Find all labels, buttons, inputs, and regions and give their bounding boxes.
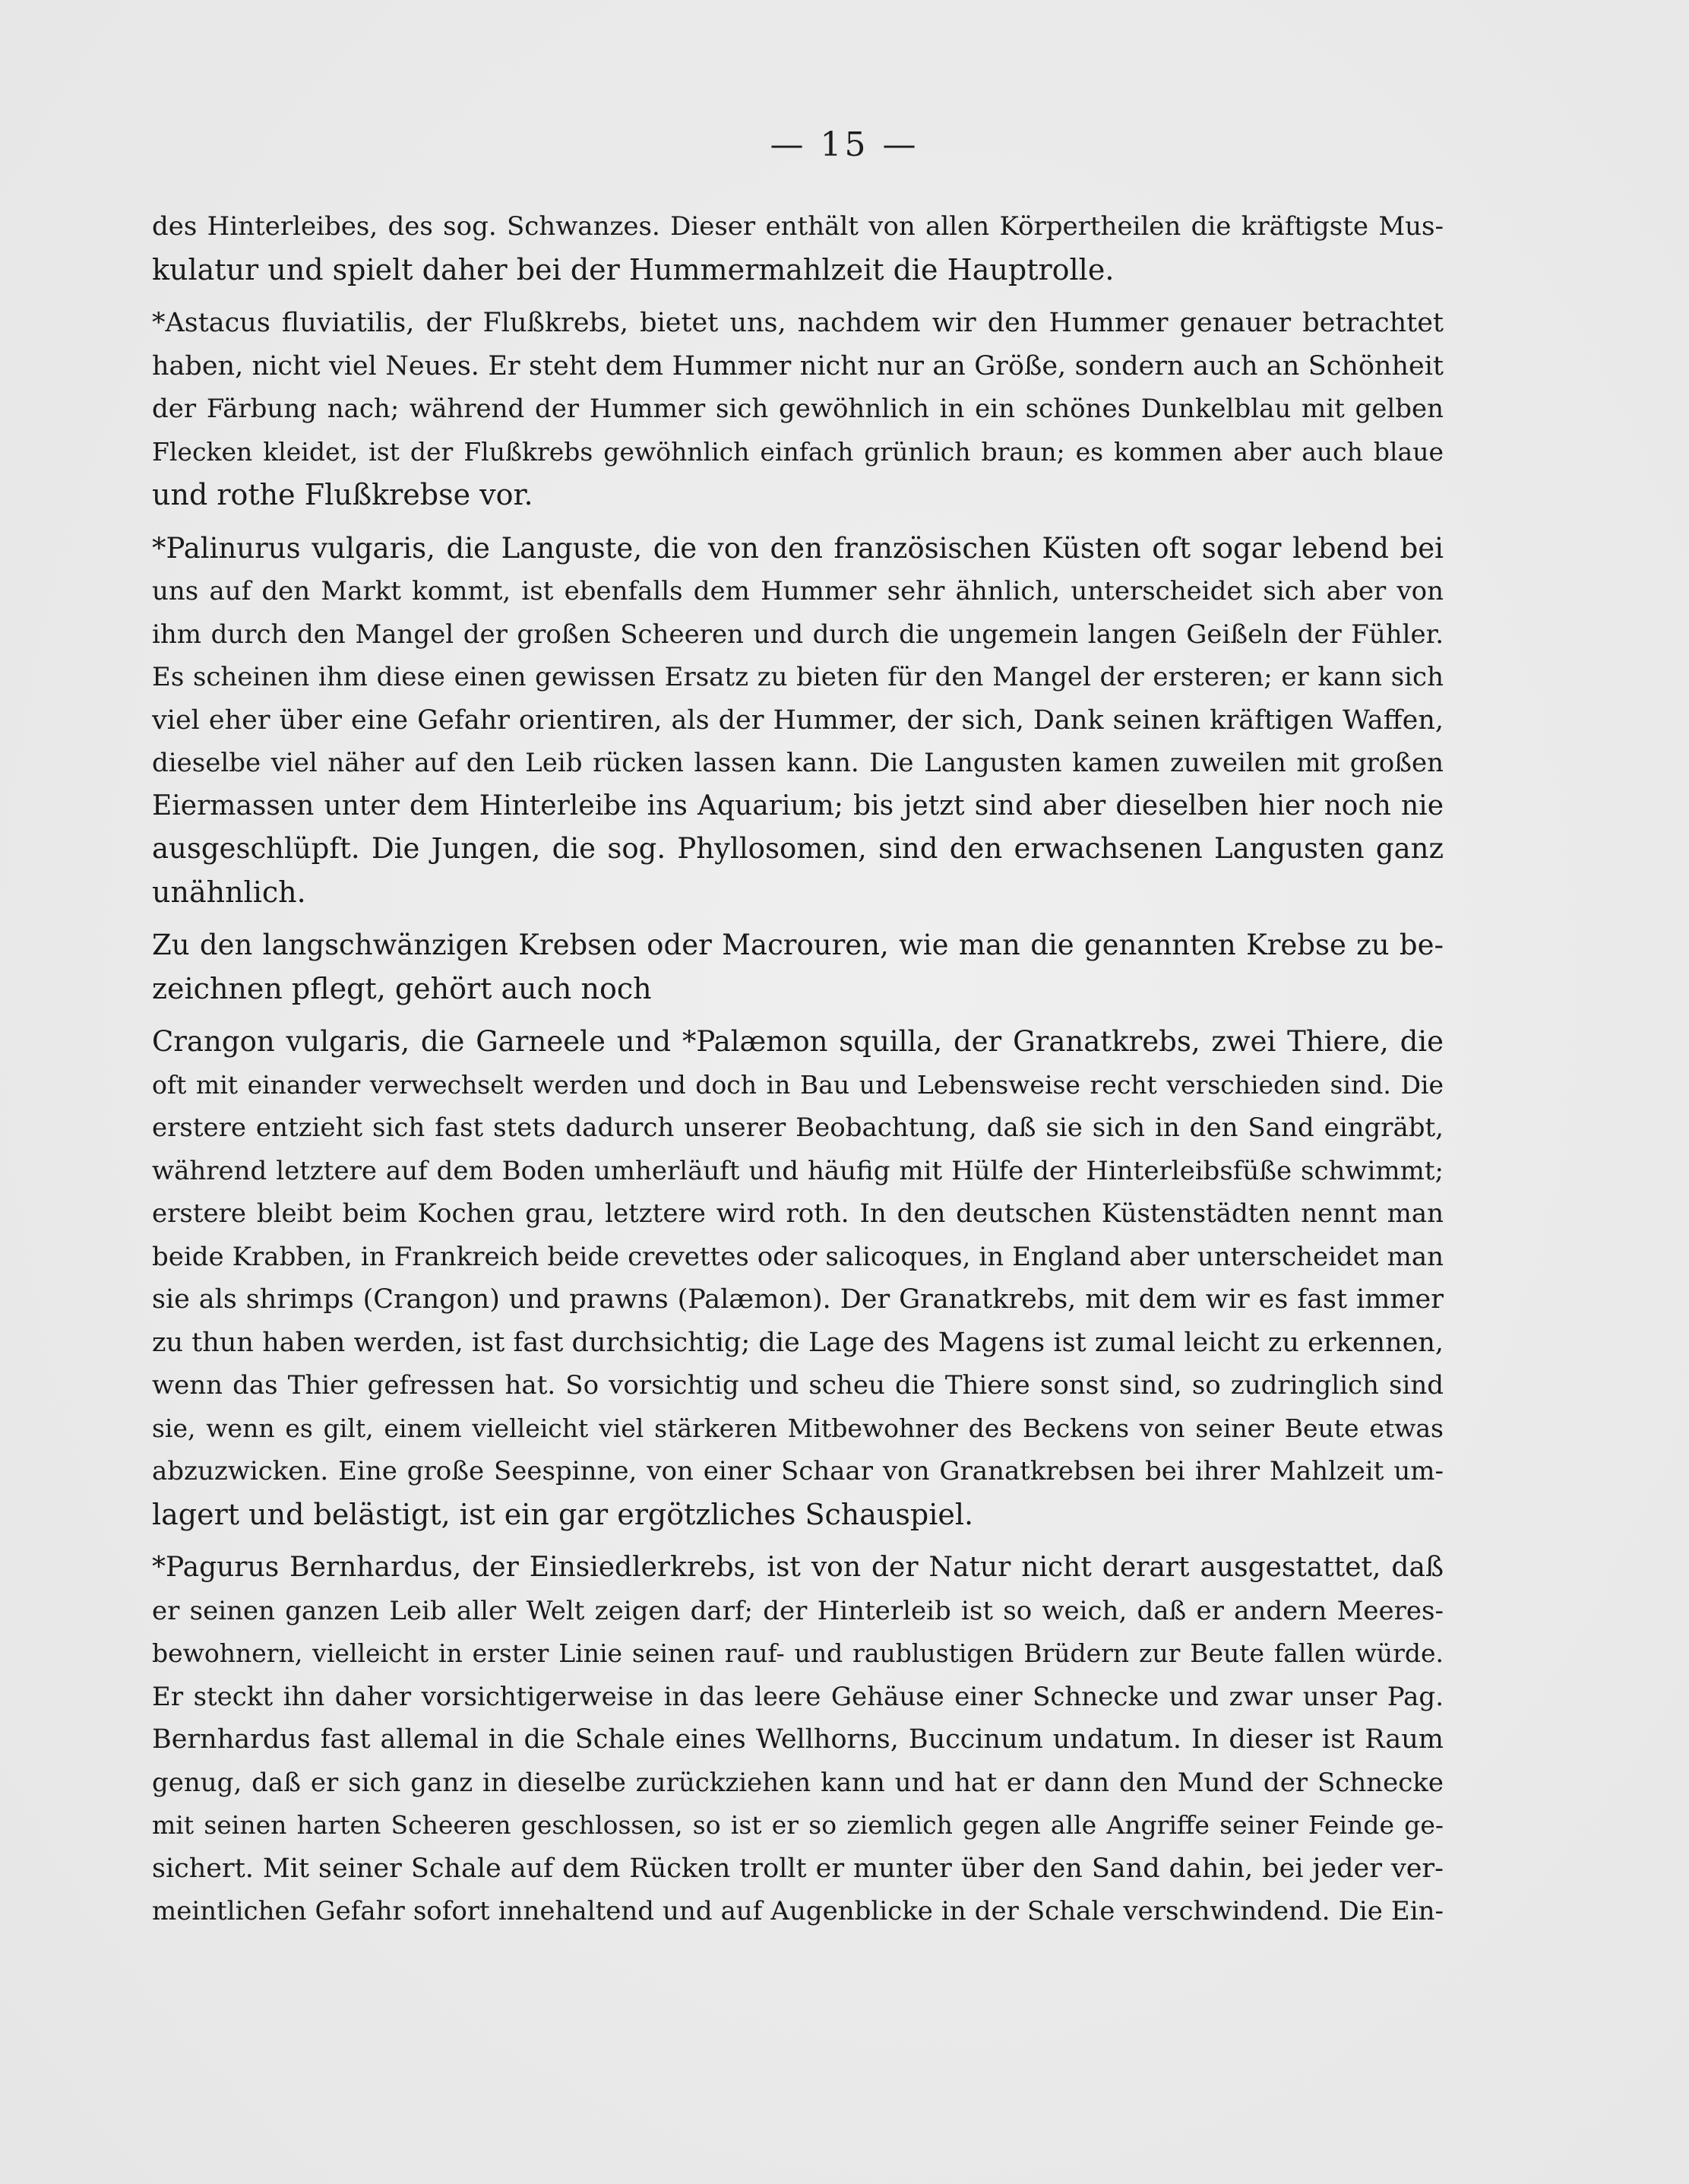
- text-line: Zu den langschwänzigen Krebsen oder Macrouren, wie man die genannten Krebse zu be-: [152, 929, 1444, 961]
- text-line: *Pagurus Bernhardus, der Einsiedlerkrebs, ist von der Natur nicht derart ausgestattet, daß: [152, 1552, 1444, 1583]
- paragraph-gap: [152, 291, 1444, 302]
- text-line: viel eher über eine Gefahr orientiren, als der Hummer, der sich, Dank seinen kräftigen Waffen,: [152, 704, 1444, 736]
- text-line: sichert. Mit seiner Schale auf dem Rücken trollt er munter über den Sand dahin, bei jeder ver-: [152, 1853, 1444, 1884]
- text-line: mit seinen harten Scheeren geschlossen, so ist er so ziemlich gegen alle Angriffe seiner Feinde ge-: [152, 1810, 1444, 1840]
- text-line: Er steckt ihn daher vorsichtigerweise in das leere Gehäuse einer Schnecke und zwar unser Pag.: [152, 1681, 1444, 1712]
- paragraph-gap: [152, 517, 1444, 527]
- text-line: Flecken kleidet, ist der Flußkrebs gewöhnlich einfach grünlich braun; es kommen aber auch blaue: [152, 436, 1444, 467]
- text-line: wenn das Thier gefressen hat. So vorsichtig und scheu die Thiere sonst sind, so zudringlich sind: [152, 1370, 1444, 1401]
- text-line: bewohnern, vielleicht in erster Linie seinen rauf- und raublustigen Brüdern zur Beute fallen würde.: [152, 1638, 1444, 1668]
- text-line: er seinen ganzen Leib aller Welt zeigen darf; der Hinterleib ist so weich, daß er andern Meeres-: [152, 1595, 1444, 1626]
- text-line: des Hinterleibes, des sog. Schwanzes. Dieser enthält von allen Körpertheilen die kräftigste Mus-: [152, 211, 1444, 242]
- body-text: [152, 205, 1444, 1933]
- text-line: uns auf den Markt kommt, ist ebenfalls dem Hummer sehr ähnlich, unterscheidet sich aber von: [152, 576, 1444, 606]
- text-line: Bernhardus fast allemal in die Schale eines Wellhorns, Buccinum undatum. In dieser ist Raum: [152, 1724, 1444, 1755]
- text-line: der Färbung nach; während der Hummer sich gewöhnlich in ein schönes Dunkelblau mit gelben: [152, 394, 1444, 424]
- text-line: genug, daß er sich ganz in dieselbe zurückziehen kann und hat er dann den Mund der Schnecke: [152, 1767, 1444, 1798]
- text-line: beide Krabben, in Frankreich beide crevettes oder salicoques, in England aber unterscheidet man: [152, 1241, 1444, 1272]
- text-line: dieselbe viel näher auf den Leib rücken lassen kann. Die Langusten kamen zuweilen mit großen: [152, 748, 1444, 778]
- text-line: ihm durch den Mangel der großen Scheeren und durch die ungemein langen Geißeln der Fühler.: [152, 619, 1444, 650]
- text-line: Crangon vulgaris, die Garneele und *Palæmon squilla, der Granatkrebs, zwei Thiere, die: [152, 1025, 1444, 1058]
- text-line: oft mit einander verwechselt werden und doch in Bau und Lebensweise recht verschieden sind. Die: [152, 1069, 1444, 1100]
- paragraph-gap: [152, 913, 1444, 924]
- text-line: meintlichen Gefahr sofort innehaltend und auf Augenblicke in der Schale verschwindend. Die Ein-: [152, 1896, 1444, 1926]
- paragraph-gap: [152, 1010, 1444, 1021]
- text-line: Es scheinen ihm diese einen gewissen Ersatz zu bieten für den Mangel der ersteren; er kann sich: [152, 662, 1444, 692]
- text-line: und rothe Flußkrebse vor.: [152, 478, 533, 511]
- text-line: kulatur und spielt daher bei der Hummermahlzeit die Hauptrolle.: [152, 252, 1115, 286]
- text-line: während letztere auf dem Boden umherläuft und häufig mit Hülfe der Hinterleibsfüße schwimmt;: [152, 1155, 1444, 1186]
- text-line: Eiermassen unter dem Hinterleibe ins Aquarium; bis jetzt sind aber dieselben hier noch nie: [152, 790, 1444, 821]
- text-line: haben, nicht viel Neues. Er steht dem Hummer nicht nur an Größe, sondern auch an Schönheit: [152, 350, 1444, 381]
- text-line: erstere entzieht sich fast stets dadurch unserer Beobachtung, daß sie sich in den Sand eingräbt,: [152, 1113, 1444, 1143]
- text-line: sie als shrimps (Crangon) und prawns (Palæmon). Der Granatkrebs, mit dem wir es fast immer: [152, 1284, 1444, 1315]
- text-line: lagert und belästigt, ist ein gar ergötzliches Schauspiel.: [152, 1497, 974, 1531]
- page-number: — 15 —: [770, 125, 919, 164]
- text-line: ausgeschlüpft. Die Jungen, die sog. Phyllosomen, sind den erwachsenen Langusten ganz: [152, 832, 1444, 865]
- text-line: abzuzwicken. Eine große Seespinne, von einer Schaar von Granatkrebsen bei ihrer Mahlzeit um-: [152, 1456, 1444, 1486]
- text-line: zeichnen pflegt, gehört auch noch: [152, 971, 652, 1005]
- text-line: unähnlich.: [152, 875, 306, 909]
- text-line: *Palinurus vulgaris, die Languste, die von den französischen Küsten oft sogar lebend bei: [152, 531, 1444, 565]
- text-line: *Astacus fluviatilis, der Flußkrebs, bietet uns, nachdem wir den Hummer genauer betrachtet: [152, 308, 1444, 338]
- text-line: sie, wenn es gilt, einem vielleicht viel stärkeren Mitbewohner des Beckens von seiner Beute etwas: [152, 1413, 1444, 1443]
- text-line: zu thun haben werden, ist fast durchsichtig; die Lage des Magens ist zumal leicht zu erkennen,: [152, 1327, 1444, 1358]
- text-line: erstere bleibt beim Kochen grau, letztere wird roth. In den deutschen Küstenstädten nennt man: [152, 1198, 1444, 1229]
- paragraph-gap: [152, 1536, 1444, 1546]
